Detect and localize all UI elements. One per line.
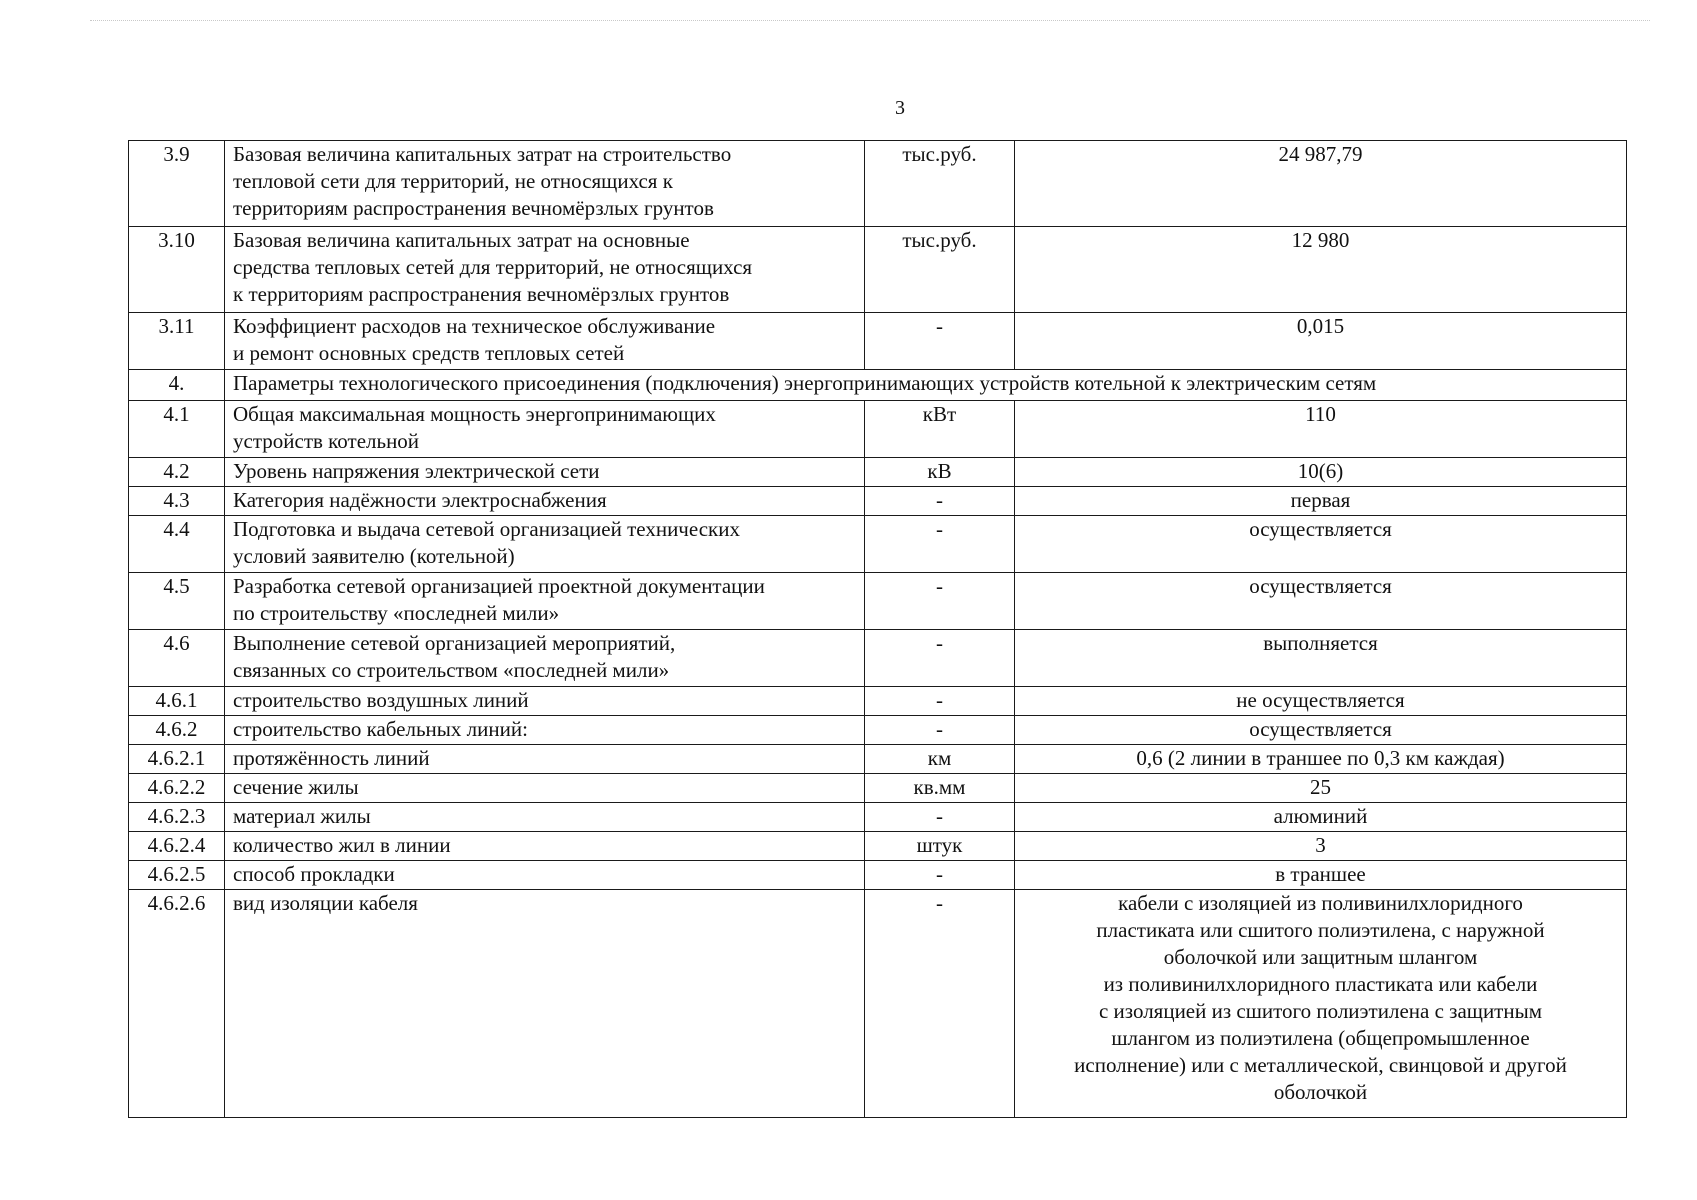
unit-cell: - — [865, 630, 1015, 687]
table-row — [129, 861, 1627, 890]
table-row — [129, 716, 1627, 745]
parameter-name-cell: Разработка сетевой организацией проектной документации по строительству «последней мили» — [225, 573, 865, 630]
row-number-cell: 4.6 — [129, 630, 225, 687]
parameter-name-cell: строительство воздушных линий — [225, 687, 865, 716]
page-number: 3 — [895, 97, 905, 119]
value-cell: 0,015 — [1015, 313, 1627, 370]
value-cell: 0,6 (2 линии в траншее по 0,3 км каждая) — [1015, 745, 1627, 774]
row-number-cell: 4.6.2.2 — [129, 774, 225, 803]
value-cell: осуществляется — [1015, 573, 1627, 630]
row-number-cell: 4.6.2.6 — [129, 890, 225, 1118]
parameter-name-cell: Подготовка и выдача сетевой организацией технических условий заявителю (котельной) — [225, 516, 865, 573]
parameter-name-cell: материал жилы — [225, 803, 865, 832]
value-cell: первая — [1015, 487, 1627, 516]
value-cell: 24 987,79 — [1015, 141, 1627, 227]
table-row — [129, 487, 1627, 516]
table-row — [129, 516, 1627, 573]
unit-cell: штук — [865, 832, 1015, 861]
unit-cell: - — [865, 573, 1015, 630]
value-cell: выполняется — [1015, 630, 1627, 687]
row-number-cell: 4.6.2 — [129, 716, 225, 745]
value-cell: осуществляется — [1015, 516, 1627, 573]
parameter-name-cell: способ прокладки — [225, 861, 865, 890]
row-number-cell: 4.6.1 — [129, 687, 225, 716]
parameter-name-cell: протяжённость линий — [225, 745, 865, 774]
table-row — [129, 687, 1627, 716]
unit-cell: кВт — [865, 401, 1015, 458]
parameter-name-cell: строительство кабельных линий: — [225, 716, 865, 745]
row-number-cell: 4.2 — [129, 458, 225, 487]
parameter-name-cell: количество жил в линии — [225, 832, 865, 861]
parameter-name-cell: Уровень напряжения электрической сети — [225, 458, 865, 487]
unit-cell: - — [865, 861, 1015, 890]
unit-cell: - — [865, 516, 1015, 573]
unit-cell: - — [865, 313, 1015, 370]
value-cell: в траншее — [1015, 861, 1627, 890]
unit-cell: - — [865, 890, 1015, 1118]
value-cell: не осуществляется — [1015, 687, 1627, 716]
value-cell: 10(6) — [1015, 458, 1627, 487]
unit-cell: км — [865, 745, 1015, 774]
table-row — [129, 803, 1627, 832]
parameter-name-cell: Коэффициент расходов на техническое обслуживание и ремонт основных средств тепловых сетей — [225, 313, 865, 370]
row-number-cell: 3.10 — [129, 227, 225, 313]
table-row — [129, 141, 1627, 227]
table-row — [129, 573, 1627, 630]
unit-cell: тыс.руб. — [865, 227, 1015, 313]
parameter-name-cell: вид изоляции кабеля — [225, 890, 865, 1118]
row-number-cell: 4.4 — [129, 516, 225, 573]
row-number-cell: 4.3 — [129, 487, 225, 516]
unit-cell: - — [865, 487, 1015, 516]
row-number-cell: 4.6.2.1 — [129, 745, 225, 774]
row-number-cell: 4. — [129, 370, 225, 401]
table-body — [129, 141, 1627, 1118]
table-row — [129, 458, 1627, 487]
value-cell: кабели с изоляцией из поливинилхлоридного пластиката или сшитого полиэтилена, с наружной оболочкой или защитным шлангом из поливинилхлоридного пластиката или кабели с изоляцией из сшитого полиэтилена с защитным шлангом из полиэтилена (общепромышленное исполнение) или с металлической, свинцовой и другой оболочкой — [1015, 890, 1627, 1118]
unit-cell: тыс.руб. — [865, 141, 1015, 227]
value-cell: 12 980 — [1015, 227, 1627, 313]
unit-cell: кв.мм — [865, 774, 1015, 803]
table-row — [129, 774, 1627, 803]
table-row — [129, 630, 1627, 687]
unit-cell: - — [865, 716, 1015, 745]
parameter-name-cell: Базовая величина капитальных затрат на основные средства тепловых сетей для территорий, не относящихся к территориям распространения вечномёрзлых грунтов — [225, 227, 865, 313]
row-number-cell: 4.6.2.4 — [129, 832, 225, 861]
row-number-cell: 3.9 — [129, 141, 225, 227]
parameter-name-cell: Выполнение сетевой организацией мероприятий, связанных со строительством «последней мили» — [225, 630, 865, 687]
table-row — [129, 313, 1627, 370]
parameter-name-cell: Общая максимальная мощность энергопринимающих устройств котельной — [225, 401, 865, 458]
value-cell: осуществляется — [1015, 716, 1627, 745]
table-row — [129, 227, 1627, 313]
value-cell: 110 — [1015, 401, 1627, 458]
row-number-cell: 3.11 — [129, 313, 225, 370]
parameter-name-cell: сечение жилы — [225, 774, 865, 803]
table-row — [129, 832, 1627, 861]
row-number-cell: 4.6.2.5 — [129, 861, 225, 890]
row-number-cell: 4.5 — [129, 573, 225, 630]
unit-cell: кВ — [865, 458, 1015, 487]
section-heading-cell: Параметры технологического присоединения (подключения) энергопринимающих устройств котельной к электрическим сетям — [225, 370, 1627, 401]
parameters-table — [128, 140, 1627, 1118]
table-row — [129, 890, 1627, 1118]
value-cell: 3 — [1015, 832, 1627, 861]
unit-cell: - — [865, 687, 1015, 716]
row-number-cell: 4.6.2.3 — [129, 803, 225, 832]
unit-cell: - — [865, 803, 1015, 832]
parameter-name-cell: Категория надёжности электроснабжения — [225, 487, 865, 516]
scan-edge-line — [90, 20, 1650, 21]
table-row — [129, 370, 1627, 401]
table-row — [129, 745, 1627, 774]
table-row — [129, 401, 1627, 458]
value-cell: алюминий — [1015, 803, 1627, 832]
row-number-cell: 4.1 — [129, 401, 225, 458]
parameter-name-cell: Базовая величина капитальных затрат на строительство тепловой сети для территорий, не относящихся к территориям распространения вечномёрзлых грунтов — [225, 141, 865, 227]
value-cell: 25 — [1015, 774, 1627, 803]
